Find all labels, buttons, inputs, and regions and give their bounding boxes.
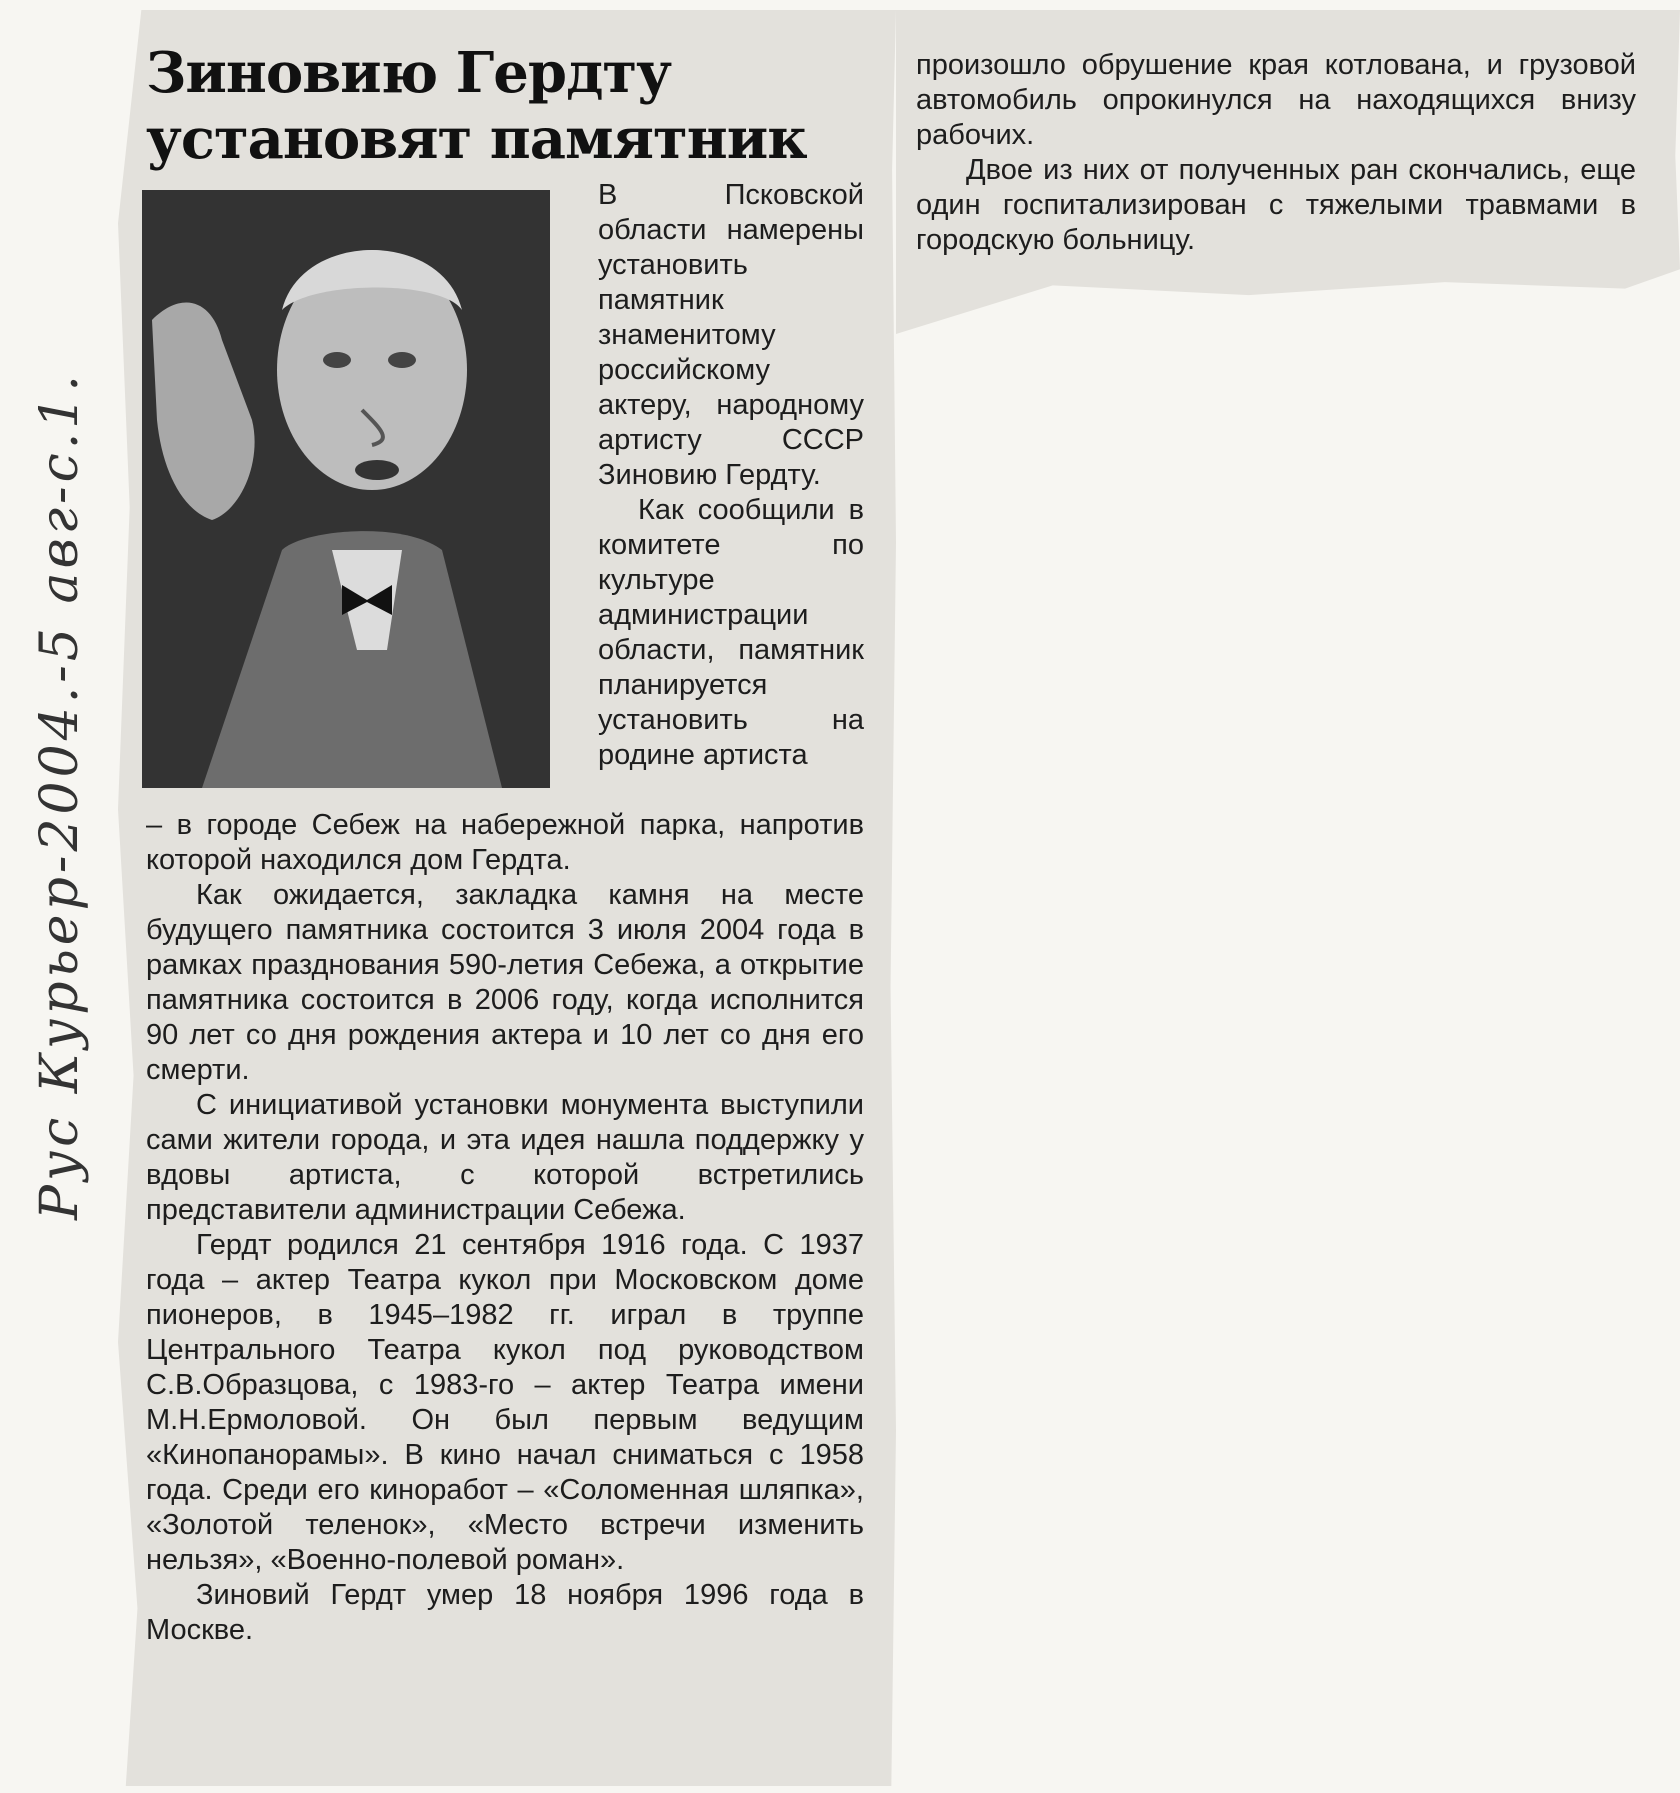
article-paragraph-5: Гердт родился 21 сентября 1916 года. С 1937 года – актер Театра кукол при Московском доме пионеров, в 1945–1982 гг. играл в труппе Центрального Театра кукол под руководством С.В.Образцова, с 1983-го – актер Театра имени М.Н.Ермоловой. Он был первым ведущим «Кинопанорамы». В кино начал сниматься с 1958 года. Среди его киноработ – «Соломенная шляпка», «Золотой теленок», «Место встречи изменить нельзя», «Военно-полевой роман». [146, 1229, 864, 1576]
article-paragraph-3: Как ожидается, закладка камня на месте будущего памятника состоится 3 июля 2004 года в рамках празднования 590-летия Себежа, а открытие памятника состоится в 2006 году, когда исполнится 90 лет со дня рождения актера и 10 лет со дня его смерти. [146, 879, 864, 1086]
article-paragraph-1: В Псковской области намерены установить памятник знаменитому российскому актеру, народному артисту СССР Зиновию Гердту. [598, 179, 864, 491]
adjacent-article-text [916, 48, 1636, 258]
adjacent-paragraph-2: Двое из них от полученных ран скончались, еще один госпитализирован с тяжелыми травмами в городскую больницу. [916, 154, 1636, 256]
article-paragraph-6: Зиновий Гердт умер 18 ноября 1996 года в Москве. [146, 1579, 864, 1646]
handwritten-source-note: Рус Курьер-2004.-5 авг-с.1. [30, 371, 90, 1220]
adjacent-paragraph-1: произошло обрушение края котлована, и грузовой автомобиль опрокинулся на находящихся внизу рабочих. [916, 49, 1636, 151]
actor-portrait-photo [142, 190, 550, 788]
article-paragraph-2: Как сообщили в комитете по культуре администрации области, памятник планируется установить на родине артиста [598, 494, 864, 771]
article-paragraph-4: С инициативой установки монумента выступили сами жители города, и эта идея нашла поддержку у вдовы артиста, с которой встретились представители администрации Себежа. [146, 1089, 864, 1226]
article-paragraph-2-continued: – в городе Себеж на набережной парка, напротив которой находился дом Гердта. [146, 809, 864, 876]
article-headline: Зиновию Гердту установят памятник [146, 40, 807, 172]
article-text-beside-photo [598, 178, 864, 773]
article-text-below-photo [146, 808, 864, 1648]
